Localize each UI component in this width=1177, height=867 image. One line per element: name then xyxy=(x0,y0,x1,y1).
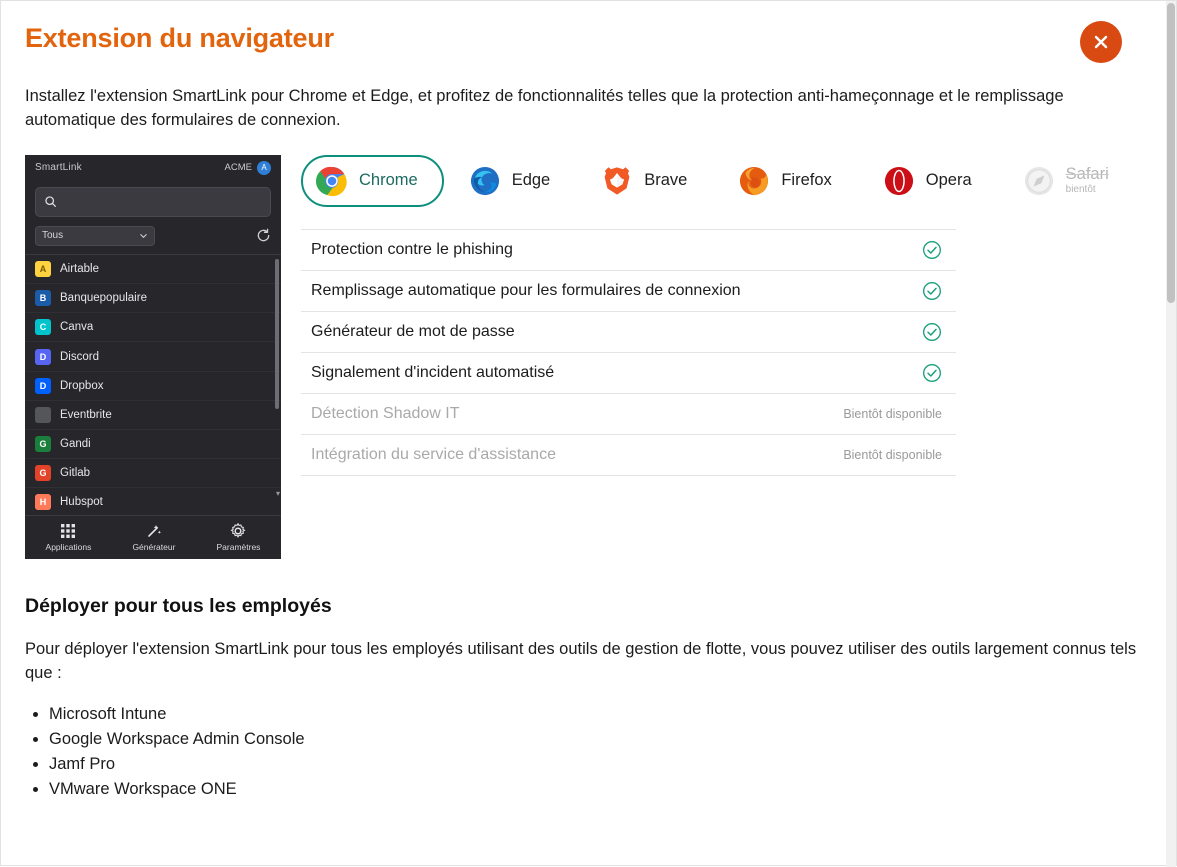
check-circle-icon xyxy=(922,322,942,342)
list-item[interactable] xyxy=(25,313,281,342)
app-icon: G xyxy=(35,436,51,452)
chrome-icon xyxy=(317,166,347,196)
list-item-label: Gandi xyxy=(60,438,91,451)
extension-topbar xyxy=(25,155,281,181)
browser-label: Safari xyxy=(1065,164,1109,183)
check-circle-icon xyxy=(922,363,942,383)
feature-label: Remplissage automatique pour les formulaires de connexion xyxy=(311,281,741,299)
extension-list-scrollbar[interactable] xyxy=(275,259,279,409)
page-scrollbar-thumb[interactable] xyxy=(1167,3,1175,303)
list-item[interactable] xyxy=(25,255,281,284)
browser-label: Chrome xyxy=(359,171,418,190)
chevron-down-icon xyxy=(139,231,148,240)
browser-label: Edge xyxy=(511,171,551,190)
dialog-header xyxy=(25,1,1144,63)
feature-label: Détection Shadow IT xyxy=(311,404,460,422)
app-icon: C xyxy=(35,319,51,335)
app-icon: D xyxy=(35,349,51,365)
browser-option-opera[interactable] xyxy=(868,155,998,207)
grid-icon xyxy=(60,523,76,539)
list-item[interactable] xyxy=(25,284,281,313)
feature-table xyxy=(301,229,956,476)
browser-option-edge[interactable] xyxy=(454,155,577,207)
extension-search-input[interactable] xyxy=(35,187,271,217)
check-circle-icon xyxy=(922,240,942,260)
page-title: Extension du navigateur xyxy=(25,23,334,53)
search-icon xyxy=(44,195,57,208)
feature-label: Intégration du service d'assistance xyxy=(311,445,556,463)
browser-selector xyxy=(297,155,1144,207)
table-row xyxy=(301,230,956,271)
list-item[interactable] xyxy=(25,342,281,371)
table-row xyxy=(301,353,956,394)
firefox-icon xyxy=(739,166,769,196)
table-row xyxy=(301,271,956,312)
list-item[interactable] xyxy=(25,372,281,401)
table-row xyxy=(301,312,956,353)
extension-preview xyxy=(25,155,281,559)
list-item[interactable] xyxy=(25,430,281,459)
list-item-label: Banquepopulaire xyxy=(60,292,147,305)
check-circle-icon xyxy=(922,281,942,301)
list-item: • Microsoft Intune xyxy=(49,702,1144,727)
list-item-label: Discord xyxy=(60,350,99,363)
intro-text: Installez l'extension SmartLink pour Chrome et Edge, et profitez de fonctionnalités telles que la protection anti-hameçonnage et le remplissage automatique des formulaires de connexion. xyxy=(25,87,1064,129)
extension-app-list[interactable] xyxy=(25,254,281,509)
dialog-body xyxy=(1,1,1168,867)
list-item[interactable] xyxy=(25,459,281,488)
page-scrollbar[interactable] xyxy=(1166,1,1176,867)
browser-label: Firefox xyxy=(781,171,832,190)
extension-filter-value: Tous xyxy=(42,230,64,242)
feature-label: Signalement d'incident automatisé xyxy=(311,363,555,381)
table-row xyxy=(301,394,956,435)
list-item[interactable] xyxy=(25,401,281,430)
tab-parametres[interactable] xyxy=(217,523,261,552)
chevron-down-icon[interactable]: ▾ xyxy=(275,488,280,498)
app-icon: D xyxy=(35,378,51,394)
close-button[interactable] xyxy=(1080,21,1122,63)
edge-icon xyxy=(470,166,500,196)
brave-icon xyxy=(602,166,632,196)
deploy-tools-list xyxy=(25,702,1144,802)
list-item-label: Gitlab xyxy=(60,467,91,480)
list-item-label: Canva xyxy=(60,321,94,334)
main-content xyxy=(25,155,1144,559)
extension-filter-select[interactable] xyxy=(35,226,155,246)
list-item-label: Hubspot xyxy=(60,496,103,509)
status-badge: Bientôt disponible xyxy=(843,406,942,421)
deploy-section-title: Déployer pour tous les employés xyxy=(25,594,332,617)
browser-option-chrome[interactable] xyxy=(301,155,444,207)
browser-and-features xyxy=(297,155,1144,559)
browser-label: Brave xyxy=(644,171,688,190)
extension-org xyxy=(225,161,271,175)
feature-label: Protection contre le phishing xyxy=(311,240,513,258)
browser-option-safari xyxy=(1008,155,1129,207)
list-item[interactable] xyxy=(25,488,281,517)
tab-label: Applications xyxy=(45,541,92,552)
browser-label-wrap xyxy=(926,172,972,189)
list-item-label: Dropbox xyxy=(60,379,104,392)
browser-option-firefox[interactable] xyxy=(723,155,857,207)
browser-label-wrap xyxy=(644,172,687,189)
status-badge: Bientôt disponible xyxy=(843,447,942,462)
browser-label-wrap xyxy=(359,172,418,189)
list-item: • VMware Workspace ONE xyxy=(49,777,1144,802)
tab-label: Paramètres xyxy=(216,541,261,552)
wand-icon xyxy=(146,523,162,539)
close-icon xyxy=(1092,33,1110,51)
app-icon: G xyxy=(35,465,51,481)
extension-tabbar xyxy=(25,515,281,559)
tab-label: Générateur xyxy=(132,541,176,552)
app-icon: A xyxy=(35,261,51,277)
avatar: A xyxy=(257,161,271,175)
extension-filter-bar xyxy=(35,226,271,246)
extension-brand: SmartLink xyxy=(35,162,82,174)
feature-label: Générateur de mot de passe xyxy=(311,322,515,340)
browser-label-wrap xyxy=(781,172,831,189)
browser-label-wrap xyxy=(512,172,551,189)
browser-option-brave[interactable] xyxy=(586,155,713,207)
refresh-icon[interactable] xyxy=(256,228,271,243)
list-item: • Google Workspace Admin Console xyxy=(49,727,1144,752)
deploy-section-text: Pour déployer l'extension SmartLink pour tous les employés utilisant des outils de gestion de flotte, vous pouvez utiliser des outils largement connus tels que : xyxy=(25,639,1137,682)
list-item-label: Eventbrite xyxy=(60,408,112,421)
safari-icon xyxy=(1024,166,1054,196)
opera-icon xyxy=(884,166,914,196)
tab-generateur[interactable] xyxy=(132,523,175,552)
browser-label: Opera xyxy=(925,171,972,190)
extension-org-label: ACME xyxy=(224,162,252,174)
browser-soon-badge: bientôt xyxy=(1065,184,1096,196)
app-icon xyxy=(35,407,51,423)
app-icon: H xyxy=(35,494,51,510)
gear-icon xyxy=(230,523,246,539)
browser-label-wrap xyxy=(1066,166,1109,196)
list-item-label: Airtable xyxy=(60,262,99,275)
list-item: • Jamf Pro xyxy=(49,752,1144,777)
app-icon: B xyxy=(35,290,51,306)
table-row xyxy=(301,435,956,476)
tab-applications[interactable] xyxy=(46,523,92,552)
